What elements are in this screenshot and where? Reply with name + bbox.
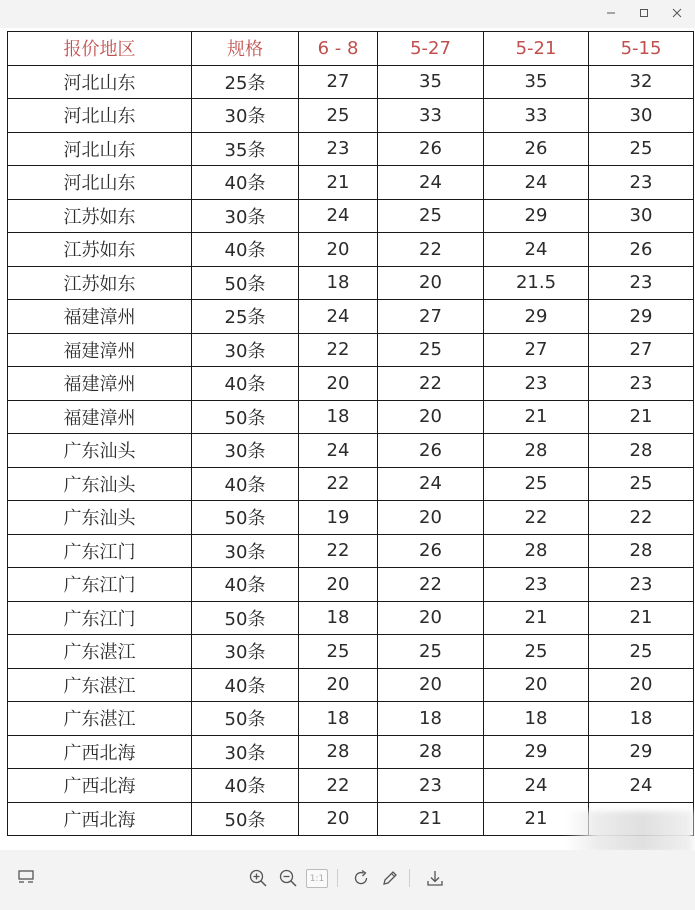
header-date: 6 - 8 [299,32,378,66]
cell-spec: 40条 [192,467,299,501]
cell-price: 21 [484,802,589,836]
cell-spec: 50条 [192,501,299,535]
table-row [8,233,694,267]
cell-price: 25 [378,635,484,669]
cell-region: 江苏如东 [8,199,192,233]
table-row [8,266,694,300]
cell-region: 广东湛江 [8,635,192,669]
cell-price: 33 [484,99,589,133]
cell-price: 20 [299,367,378,401]
cell-price: 24 [299,434,378,468]
cell-price: 28 [589,434,694,468]
cell-price: 23 [589,367,694,401]
cell-price: 23 [589,166,694,200]
table-row [8,601,694,635]
actual-size-icon: 1:1 [309,873,325,884]
cell-price: 24 [378,467,484,501]
cell-price: 18 [299,702,378,736]
cell-price: 23 [378,769,484,803]
cell-spec: 30条 [192,99,299,133]
cell-spec: 30条 [192,199,299,233]
header-date: 5-27 [378,32,484,66]
cell-price: 20 [299,233,378,267]
header-region: 报价地区 [8,32,192,66]
cell-price: 23 [484,568,589,602]
cell-price: 21 [589,601,694,635]
cell-region: 广东汕头 [8,434,192,468]
cell-price: 29 [589,735,694,769]
cell-region: 广东湛江 [8,668,192,702]
cell-price: 22 [299,333,378,367]
table-row [8,333,694,367]
table-row [8,668,694,702]
cell-region: 广东汕头 [8,467,192,501]
table-row [8,300,694,334]
minimize-button[interactable] [593,2,629,24]
edit-button[interactable] [378,866,402,890]
cell-price: 20 [299,802,378,836]
cell-price: 27 [378,300,484,334]
cell-price: 25 [589,132,694,166]
maximize-icon [639,8,649,18]
cell-price: 26 [589,233,694,267]
cell-region: 河北山东 [8,132,192,166]
cell-price: 35 [378,65,484,99]
cell-spec: 30条 [192,333,299,367]
cell-price: 35 [484,65,589,99]
cell-price: 28 [378,735,484,769]
layout-button[interactable] [14,866,38,890]
cell-price: 21 [484,400,589,434]
cell-price: 20 [299,668,378,702]
layout-icon [17,869,35,887]
maximize-button[interactable] [626,2,662,24]
cell-price: 24 [589,769,694,803]
close-icon [672,8,682,18]
cell-region: 福建漳州 [8,333,192,367]
cell-price: 22 [299,467,378,501]
cell-price: 19 [299,501,378,535]
cell-price: 20 [484,668,589,702]
zoom-in-button[interactable] [246,866,270,890]
cell-region: 广西北海 [8,769,192,803]
cell-price: 22 [299,769,378,803]
cell-spec: 30条 [192,735,299,769]
cell-price: 23 [589,568,694,602]
minimize-icon [606,8,616,18]
cell-price: 20 [378,501,484,535]
table-header-row [8,32,694,66]
rotate-button[interactable] [349,866,373,890]
cell-price: 23 [484,367,589,401]
table-row [8,467,694,501]
cell-price: 20 [378,601,484,635]
cell-spec: 30条 [192,434,299,468]
cell-spec: 30条 [192,635,299,669]
cell-price: 20 [378,668,484,702]
cell-region: 江苏如东 [8,233,192,267]
cell-price: 33 [378,99,484,133]
cell-region: 广西北海 [8,735,192,769]
table-row [8,400,694,434]
table-row [8,199,694,233]
cell-spec: 50条 [192,266,299,300]
cell-price: 18 [589,702,694,736]
cell-spec: 25条 [192,65,299,99]
actual-size-button[interactable] [306,869,328,888]
cell-price: 32 [589,65,694,99]
header-date: 5-21 [484,32,589,66]
toolbar-divider [409,869,410,887]
cell-price: 29 [484,300,589,334]
close-button[interactable] [659,2,695,24]
cell-price: 18 [299,400,378,434]
cell-region: 广东湛江 [8,702,192,736]
cell-spec: 25条 [192,300,299,334]
cell-price: 18 [484,702,589,736]
table-body [8,65,694,836]
cell-price: 28 [299,735,378,769]
viewer-toolbar [0,850,695,910]
zoom-in-icon [248,868,268,888]
cell-price: 21 [299,166,378,200]
cell-price: 30 [589,199,694,233]
cell-region: 福建漳州 [8,367,192,401]
price-table [7,31,694,836]
cell-price: 24 [299,300,378,334]
cell-price: 29 [484,199,589,233]
cell-spec: 50条 [192,400,299,434]
cell-price: 24 [299,199,378,233]
cell-price: 27 [589,333,694,367]
cell-spec: 50条 [192,702,299,736]
cell-price: 21.5 [484,266,589,300]
cell-price: 25 [484,467,589,501]
cell-region: 广东江门 [8,601,192,635]
cell-spec: 40条 [192,233,299,267]
cell-spec: 50条 [192,601,299,635]
cell-price: 25 [299,99,378,133]
cell-spec: 40条 [192,367,299,401]
cell-spec: 40条 [192,769,299,803]
cell-spec: 35条 [192,132,299,166]
cell-price: 20 [378,266,484,300]
table-row [8,568,694,602]
cell-region: 江苏如东 [8,266,192,300]
cell-price: 26 [484,132,589,166]
cell-price: 21 [589,400,694,434]
cell-price: 25 [589,635,694,669]
cell-spec: 50条 [192,802,299,836]
cell-region: 广西北海 [8,802,192,836]
edit-icon [380,868,400,888]
cell-spec: 40条 [192,668,299,702]
table-row [8,132,694,166]
cell-region: 河北山东 [8,166,192,200]
cell-price: 25 [589,467,694,501]
cell-spec: 30条 [192,534,299,568]
cell-price: 25 [299,635,378,669]
cell-price: 24 [484,233,589,267]
table-row [8,635,694,669]
cell-price: 25 [378,199,484,233]
cell-price: 22 [378,233,484,267]
cell-price: 18 [299,601,378,635]
cell-price: 23 [589,266,694,300]
cell-price: 26 [378,534,484,568]
header-spec: 规格 [192,32,299,66]
cell-region: 河北山东 [8,99,192,133]
cell-price: 28 [484,434,589,468]
cell-price: 20 [378,400,484,434]
download-icon [425,868,445,888]
cell-price: 25 [378,333,484,367]
cell-price: 30 [589,99,694,133]
zoom-out-button[interactable] [276,866,300,890]
title-bar [0,0,695,28]
cell-price: 22 [589,501,694,535]
cell-price: 22 [299,534,378,568]
table-row [8,434,694,468]
toolbar-divider [337,869,338,887]
cell-price: 18 [378,702,484,736]
cell-price: 24 [484,769,589,803]
cell-price: 21 [484,601,589,635]
table-row [8,367,694,401]
cell-price: 21 [378,802,484,836]
cell-price: 22 [378,568,484,602]
blurred-watermark [565,811,693,853]
cell-price: 18 [299,266,378,300]
cell-price: 20 [299,568,378,602]
cell-price: 29 [484,735,589,769]
table-row [8,501,694,535]
table-row [8,65,694,99]
cell-price: 29 [589,300,694,334]
download-button[interactable] [423,866,447,890]
cell-price: 27 [484,333,589,367]
cell-price: 27 [299,65,378,99]
rotate-icon [351,868,371,888]
cell-spec: 40条 [192,166,299,200]
cell-spec: 40条 [192,568,299,602]
cell-price: 26 [378,132,484,166]
image-viewport[interactable] [0,28,695,850]
table-row [8,534,694,568]
cell-price: 20 [589,668,694,702]
cell-price: 24 [484,166,589,200]
cell-region: 福建漳州 [8,300,192,334]
cell-price: 24 [378,166,484,200]
cell-region: 福建漳州 [8,400,192,434]
cell-region: 河北山东 [8,65,192,99]
cell-region: 广东江门 [8,534,192,568]
cell-price: 22 [484,501,589,535]
cell-price: 28 [589,534,694,568]
table-row [8,99,694,133]
cell-price: 28 [484,534,589,568]
table-row [8,769,694,803]
zoom-out-icon [278,868,298,888]
table-row [8,735,694,769]
header-date: 5-15 [589,32,694,66]
table-row [8,702,694,736]
cell-price: 22 [378,367,484,401]
cell-price: 26 [378,434,484,468]
cell-price: 25 [484,635,589,669]
cell-price: 23 [299,132,378,166]
table-row [8,166,694,200]
cell-region: 广东汕头 [8,501,192,535]
cell-region: 广东江门 [8,568,192,602]
